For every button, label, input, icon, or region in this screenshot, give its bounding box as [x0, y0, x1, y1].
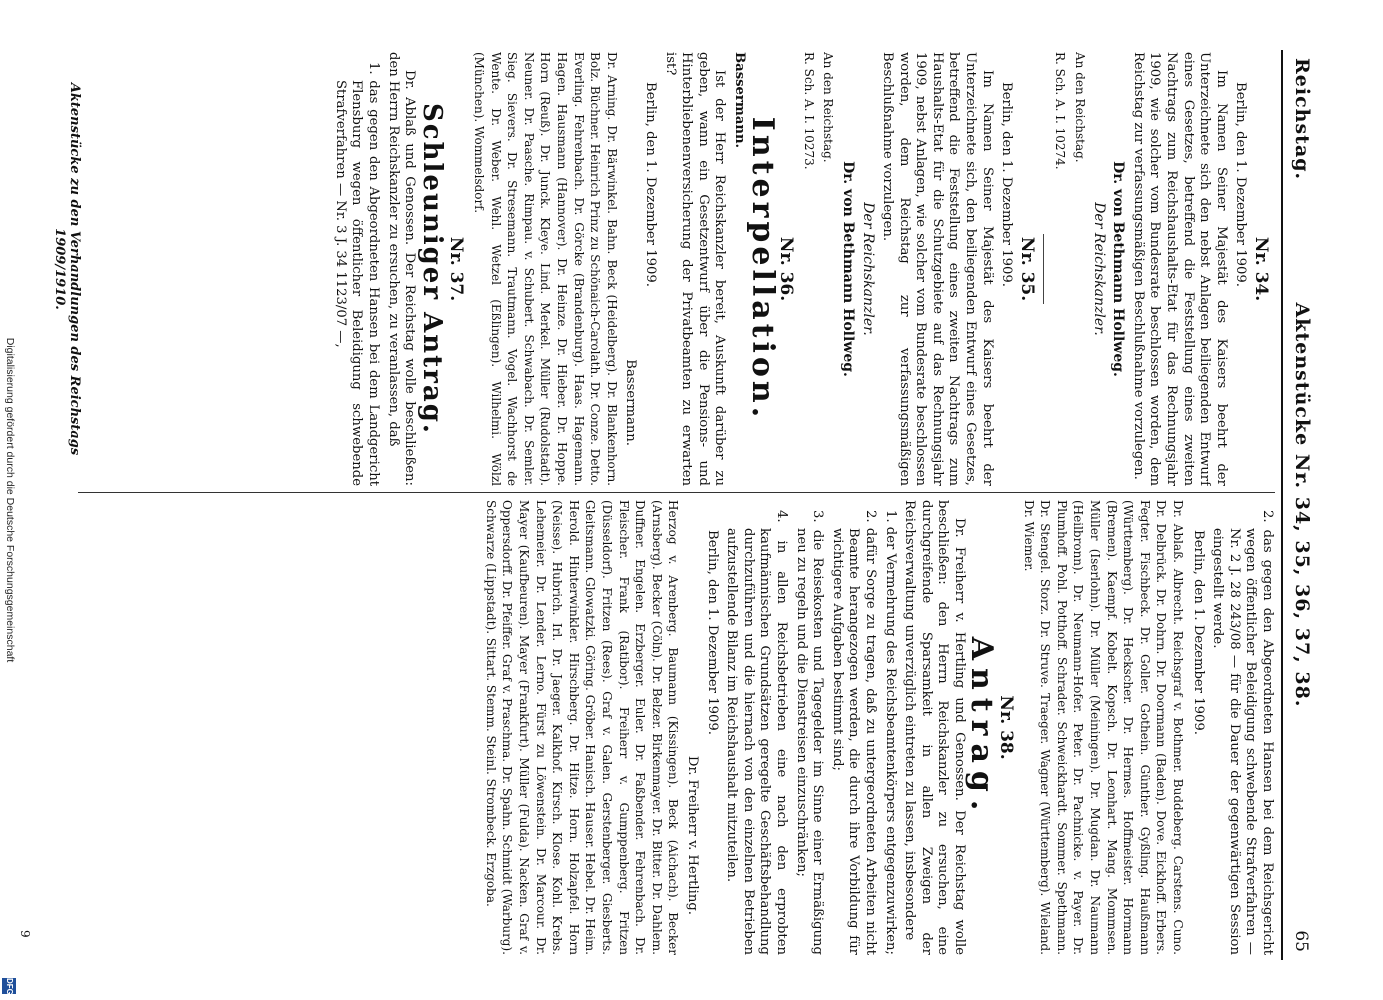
nr36-cosigners: Dr. Arning. Dr. Bärwinkel. Bahn. Beck (Heidelberg). Dr. Blankenhorn. Bolz. Büchner. Heinrich Prinz zu Schönaich-Carolath. Dr. Conze. Detto. Everling. Fehrenbach. Dr. Görcke (Brandenburg). Haas. Hagemann. Hagen. Hausmann (Hannover). Dr. Heinze. Dr. Hieber. Dr. Hoppe. Horn (Reuß). Dr. Junck. Kleye. Lind. Merkel. Müller (Rudolstadt). Neuner. Dr. Paasche. Rimpau. v. Schubert. Schwabach. Dr. Semler. Sieg. Sievers. Dr. Stresemann. Trautmann. Vogel. Wachhorst de Wente. Dr. Weber. Wehl. Wetzel (Eßlingen). Wilhelmi. Wölzl (München). Wommelsdorf.: [472, 52, 619, 486]
nr35-signature-title: Der Reichskanzler.: [859, 202, 876, 336]
section-nr36: [470, 52, 797, 486]
section-nr37-continued: [1020, 500, 1275, 955]
nr35-text: Im Namen Seiner Majestät des Kaisers beehrt der Unterzeichnete sich, den beiliegenden Entwurf eines Gesetzes, betreffend die Feststellung eines zweiten Nachtrags zum Haushalts-Etat für die Schutzgebiete auf das Rechnungsjahr 1909, nebst Anlagen, wie solcher vom Bundesrate beschlossen worden, dem Reichstag zur verfassungsmäßigen Beschlußnahme vorzulegen.: [880, 52, 995, 486]
separator: [1043, 234, 1044, 304]
header-left: Reichstag.: [1291, 58, 1313, 181]
right-column: [74, 500, 1275, 955]
column-divider: [78, 492, 1275, 493]
nr38-title: Nr. 38.: [996, 695, 1017, 760]
nr35-signature: Dr. von Bethmann Hollweg.: [839, 161, 856, 377]
nr37-title: Nr. 37.: [446, 236, 467, 302]
dfg-logo: DFG: [2, 978, 16, 994]
nr35-title: Nr. 35.: [1016, 236, 1037, 302]
nr38-item-2: 2. dafür Sorge zu tragen, daß zu untergeordneten Arbeiten nicht Beamte herangezogen werden, die durch ihre Vorbildung für wichtigere Aufgaben bestimmt sind;: [829, 510, 878, 955]
nr38-signers: Herzog v. Arenberg. Baumann (Kissingen). Beck (Aichach). Becker (Arnsberg). Becker (Cöln). Dr. Belzer. Birkenmayer. Dr. Bitter. Dr. Dahlem. Duffner. Engelen. Erzberger. Euler. Dr. Faßbender. Fehrenbach. Dr. Fleischer. Frank (Ratibor). Freiherr v. Gumppenberg. Fritzen (Düsseldorf). Fritzen (Rees). Graf v. Galen. Gerstenberger. Giesberts. Gleitsmann. Glowatzki. Göring. Gröber. Hanisch. Hauser. Hebel. Dr. Heim. Herold. Hinterwinkler. Hirschberg. Dr. Hitze. Horn. Holzapfel. Horn (Neisse). Hubrich. Irl. Dr. Jaeger. Kalkhof. Kirsch. Klose. Kohl. Krebs. Lehemeier. Dr. Lender. Lerno. Fürst zu Löwenstein. Dr. Marcour. Dr. Mayer (Kaufbeuren). Mayer (Frankfurt). Müller (Fulda). Nacken. Graf v. Oppersdorff. Dr. Pfeiffer. Graf v. Praschma. Dr. Spahn. Schmidt (Warburg). Schwarze (Lippstadt). Sittart. Stemm. Steinl. Strombeck. Erzgoba.: [483, 500, 681, 955]
nr36-date: Berlin, den 1. Dezember 1909.: [643, 82, 658, 287]
nr37-intro: Dr. Ablaß und Genossen. Der Reichstag wolle beschließen: den Herrn Reichskanzler zu ersuchen, zu veranlassen, daß: [385, 52, 418, 486]
nr35-date: Berlin, den 1. Dezember 1909.: [999, 82, 1015, 287]
left-column: [74, 52, 1275, 486]
nr38-heading: Antrag.: [964, 636, 1000, 819]
nr35-addressee: An den Reichstag.: [821, 52, 836, 163]
nr36-heading: Interpellation.: [744, 116, 780, 422]
nr36-title: Nr. 36.: [776, 236, 797, 302]
nr36-signer: Bassermann.: [623, 359, 639, 446]
nr37-date: Berlin, den 1. Dezember 1909.: [1190, 530, 1206, 735]
header-title: Aktenstücke Nr. 34, 35, 36, 37, 38.: [1291, 302, 1313, 708]
nr37-item-1: 1. das gegen den Abgeordneten Hansen bei dem Landgericht Flensburg wegen öffentlicher Beleidigung schwebende Strafverfahren — Nr. 3 J. 34 1123/07 —,: [332, 62, 382, 486]
nr34-addressee: An den Reichstag.: [1073, 52, 1088, 163]
footer-left: Aktenstücke zu den Verhandlungen des Reichstags 1909/1910.: [52, 82, 82, 456]
header-page-number: 65: [1291, 930, 1311, 952]
nr38-item-1: 1. der Vermehrung des Reichsbeamtenkörpers entgegenzuwirken;: [882, 510, 898, 955]
nr36-text: Ist der Herr Reichskanzler bereit, Auskunft darüber zu geben, wann ein Gesetzentwurf über die Pensions- und Hinterbliebenenversicherung der Privatbeamten zu erwarten ist?: [662, 52, 728, 486]
section-nr38: [482, 500, 1017, 955]
nr38-intro: Dr. Freiherr v. Hertling und Genossen. Der Reichstag wolle beschließen: den Herrn Reichskanzler zu ersuchen, eine durchgreifende Sparsamkeit in allen Zweigen der Reichsverwaltung unverzüglich eintreten zu lassen, insbesondere: [902, 500, 967, 955]
section-nr37: [331, 52, 467, 486]
nr35-reference: R. Sch. A. I. 10273.: [801, 52, 816, 170]
nr38-lead-signer: Dr. Freiherr v. Hertling.: [685, 755, 700, 915]
section-nr35: [800, 52, 1035, 486]
nr38-date: Berlin, den 1. Dezember 1909.: [704, 530, 720, 735]
nr37-signers: Dr. Ablaß. Albrecht. Reichsgraf v. Bothmer. Buddeberg. Carstens. Cuno. Dr. Delbrück. Dr. Dohrn. Dr. Doormann (Baden). Dove. Eickhoff. Erbers. Fegter. Fischbeck. Dr. Goller. Gothein. Günther. Gyßling. Haußmann (Württemberg). Dr. Heckscher. Dr. Hermes. Hoffmeister. Hormann (Bremen). Kaempf. Kobelt. Kopsch. Dr. Leonhart. Mang. Mommsen. Müller (Iserlohn). Dr. Müller (Meiningen). Dr. Mugdan. Dr. Naumann (Heilbronn). Dr. Neumann-Hofer. Peter. Dr. Pachnicke. v. Payer. Dr. Plumhoff. Pohl. Potthoff. Schrader. Schweickhardt. Sommer. Spethmann. Dr. Stengel. Storz. Dr. Struve. Traeger. Wagner (Württemberg). Wieland. Dr. Wiemer.: [1021, 500, 1186, 955]
digitization-credit: Digitalisierung gefördert durch die Deutsche Forschungsgemeinschaft: [4, 337, 16, 663]
nr38-item-3: 3. die Reisekosten und Tagegelder im Sinne einer Ermäßigung neu zu regeln und die Dienstreisen einzuschränken;: [793, 510, 826, 955]
nr34-title: Nr. 34.: [1251, 236, 1271, 302]
nr38-item-4: 4. in allen Reichsbetrieben eine nach den erprobten kaufmännischen Grundsätzen geregelte Geschäftsbehandlung durchzuführen und die hiernach von den einzelnen Betrieben aufzustellende Bilanz im Reichshaushalt mitzuteilen.: [724, 510, 789, 955]
nr34-reference: R. Sch. A. I. 10274.: [1053, 52, 1068, 170]
page-header: [1281, 50, 1317, 960]
nr34-signature-title: Der Reichskanzler.: [1090, 202, 1107, 336]
nr34-signature: Dr. von Bethmann Hollweg.: [1110, 161, 1127, 377]
nr36-author: Bassermann.: [731, 52, 747, 149]
nr34-text: Im Namen Seiner Majestät des Kaisers beehrt der Unterzeichnete sich den nebst Anlagen beiliegenden Entwurf eines Gesetzes, betreffend die Feststellung eines zweiten Nachtrags zum Reichshaushalts-Etat für das Rechnungsjahr 1909, wie solcher vom Bundesrate beschlossen worden, dem Reichstag zur verfassungsmäßigen Beschlußnahme vorzulegen.: [1130, 52, 1229, 486]
nr34-date: Berlin, den 1. Dezember 1909.: [1233, 82, 1249, 287]
section-nr34: [1052, 52, 1269, 486]
nr37-heading: Schleuniger Antrag.: [416, 103, 447, 435]
footer-page-number: 9: [18, 930, 32, 938]
nr37-item-2: 2. das gegen den Abgeordneten Hansen bei dem Reichsgericht wegen öffentlicher Beleidigung schwebende Strafverfahren — Nr. 2 J. 28 243/08 — für die Dauer der gegenwärtigen Session eingestellt werde.: [1210, 510, 1275, 955]
